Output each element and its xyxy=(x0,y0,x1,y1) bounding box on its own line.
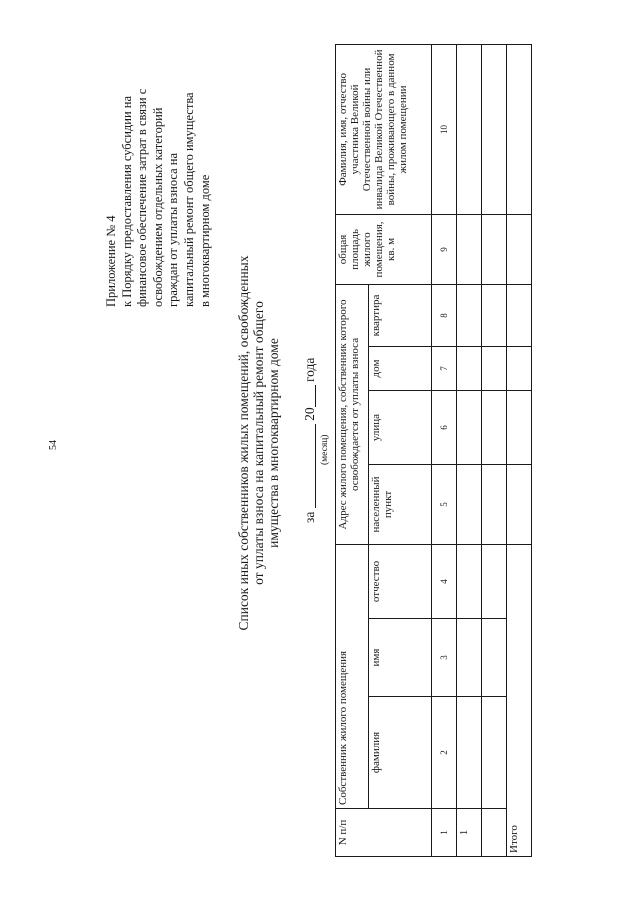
column-number: 8 xyxy=(432,284,457,346)
table-cell xyxy=(507,391,532,465)
column-number: 4 xyxy=(432,545,457,619)
header-surname: фамилия xyxy=(369,697,432,809)
total-label: Итого xyxy=(507,545,532,857)
table-cell xyxy=(482,809,507,857)
column-number: 3 xyxy=(432,619,457,697)
table-cell xyxy=(482,545,507,619)
header-apartment: квартира xyxy=(369,284,432,346)
period-line xyxy=(302,358,318,523)
header-address-group: Адрес жилого помещения, собственник которого освобождается от уплаты взноса xyxy=(336,284,369,544)
period-suffix: года xyxy=(302,357,317,383)
table-cell xyxy=(482,465,507,545)
annex-line: Приложение № 4 xyxy=(104,215,118,307)
table-cell xyxy=(482,214,507,284)
table-cell xyxy=(482,619,507,697)
month-blank xyxy=(315,424,316,508)
title-line: от уплаты взноса на капитальный ремонт общего xyxy=(251,301,266,585)
table-cell xyxy=(507,284,532,346)
header-house: дом xyxy=(369,347,432,391)
table-cell xyxy=(482,284,507,346)
header-n: N п/п xyxy=(336,809,432,857)
annex-line: финансовое обеспечение затрат в связи с xyxy=(135,88,150,307)
title-line: Список иных собственников жилых помещений, освобожденных xyxy=(236,255,251,631)
header-street: улица xyxy=(369,391,432,465)
annex-header xyxy=(104,57,213,307)
header-locality: населенный пункт xyxy=(369,465,432,545)
period-prefix: за xyxy=(302,511,317,523)
header-veteran: Фамилия, имя, отчество участника Великой Отечественной войны или инвалида Великой Отечественной войны, проживающего в данном жилом помещении xyxy=(336,44,432,214)
row-number: 1 xyxy=(457,809,482,857)
month-hint: (месяц) xyxy=(320,434,330,465)
annex-line: в многоквартирном доме xyxy=(197,174,212,307)
column-number: 5 xyxy=(432,465,457,545)
table-cell xyxy=(482,697,507,809)
table-cell xyxy=(507,44,532,214)
column-number: 2 xyxy=(432,697,457,809)
page-number: 54 xyxy=(48,440,59,450)
table-cell xyxy=(457,347,482,391)
header-owner-group: Собственник жилого помещения xyxy=(336,545,369,809)
table-cell xyxy=(457,465,482,545)
column-number: 1 xyxy=(432,809,457,857)
table-cell xyxy=(457,545,482,619)
column-number: 6 xyxy=(432,391,457,465)
table-cell xyxy=(457,697,482,809)
table-cell xyxy=(507,465,532,545)
title-line: имущества в многоквартирном доме xyxy=(266,338,281,548)
column-number: 10 xyxy=(432,44,457,214)
table-cell xyxy=(482,391,507,465)
total-row xyxy=(507,44,532,856)
table-cell xyxy=(457,284,482,346)
annex-line: граждан от уплаты взноса на xyxy=(166,152,181,307)
table-cell xyxy=(457,619,482,697)
year-blank xyxy=(315,385,316,407)
header-name: имя xyxy=(369,619,432,697)
owners-table xyxy=(335,44,532,857)
table-row xyxy=(457,44,482,856)
document-title xyxy=(236,243,281,643)
table-cell xyxy=(482,44,507,214)
table-cell xyxy=(457,391,482,465)
table-cell xyxy=(457,214,482,284)
table-cell xyxy=(457,44,482,214)
column-number: 9 xyxy=(432,214,457,284)
table-cell xyxy=(482,347,507,391)
annex-line: к Порядку предоставления субсидии на xyxy=(119,95,134,307)
table-row xyxy=(482,44,507,856)
annex-line: освобождением отдельных категорий xyxy=(150,107,165,307)
table-cell xyxy=(507,347,532,391)
header-area: общая площадь жилого помещения, кв. м xyxy=(336,214,432,284)
header-patronymic: отчество xyxy=(369,545,432,619)
table-cell xyxy=(507,214,532,284)
period-year: 20 xyxy=(302,407,317,421)
annex-line: капитальный ремонт общего имущества xyxy=(181,92,196,307)
column-number: 7 xyxy=(432,347,457,391)
